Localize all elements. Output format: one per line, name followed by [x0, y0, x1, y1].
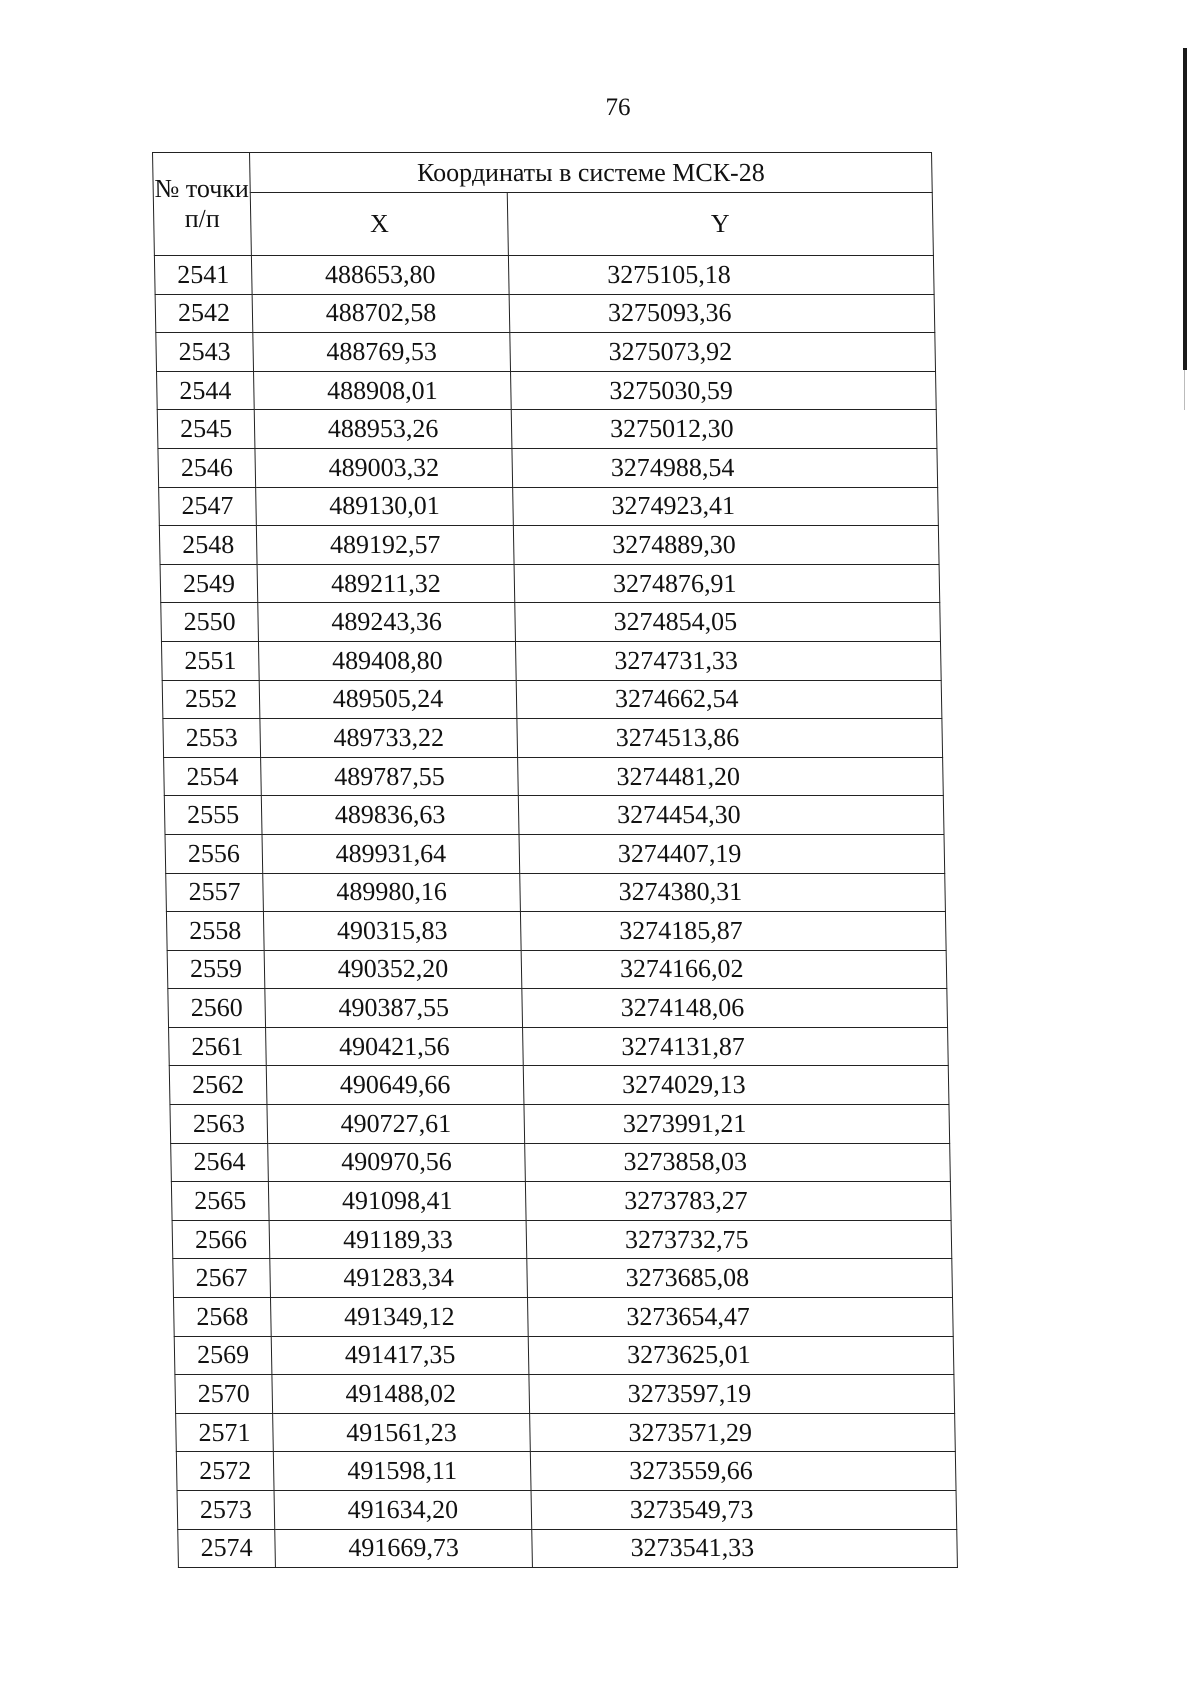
cell-x: 490421,56	[266, 1027, 524, 1066]
cell-x: 489243,36	[258, 603, 516, 642]
cell-y: 3275073,92	[510, 333, 936, 372]
cell-y: 3274148,06	[522, 989, 948, 1028]
cell-y: 3273625,01	[528, 1336, 954, 1375]
table-row	[157, 371, 937, 410]
cell-x: 488953,26	[254, 410, 512, 449]
cell-y: 3273991,21	[524, 1105, 950, 1144]
table-row	[166, 912, 946, 951]
cell-x: 488702,58	[252, 294, 510, 333]
cell-point-number: 2567	[173, 1259, 271, 1298]
cell-point-number: 2550	[161, 603, 259, 642]
table-header	[153, 153, 934, 256]
cell-y: 3275105,18	[508, 256, 934, 295]
cell-y: 3273559,66	[530, 1452, 956, 1491]
header-coordinates: Координаты в системе МСК-28	[250, 153, 933, 193]
cell-y: 3273732,75	[526, 1220, 952, 1259]
cell-point-number: 2544	[157, 371, 255, 410]
cell-x: 488653,80	[251, 256, 509, 295]
cell-point-number: 2568	[173, 1298, 271, 1337]
cell-y: 3274380,31	[520, 873, 946, 912]
cell-x: 489931,64	[262, 834, 520, 873]
cell-y: 3273654,47	[527, 1298, 953, 1337]
cell-x: 489408,80	[258, 641, 516, 680]
table-row	[171, 1182, 951, 1221]
cell-y: 3273783,27	[525, 1182, 951, 1221]
cell-y: 3273685,08	[527, 1259, 953, 1298]
header-y: Y	[507, 193, 933, 256]
table-row	[157, 410, 937, 449]
table-row	[168, 989, 948, 1028]
cell-point-number: 2542	[155, 294, 253, 333]
table-row	[162, 680, 942, 719]
table-row	[164, 796, 944, 835]
cell-y: 3275030,59	[511, 371, 937, 410]
cell-y: 3274454,30	[518, 796, 944, 835]
cell-x: 489211,32	[257, 564, 515, 603]
cell-point-number: 2563	[170, 1105, 268, 1144]
table-row	[165, 834, 945, 873]
cell-y: 3274854,05	[515, 603, 941, 642]
coordinates-table-wrap	[152, 152, 958, 1568]
cell-point-number: 2547	[159, 487, 257, 526]
table-row	[161, 603, 941, 642]
table-row	[170, 1105, 950, 1144]
cell-x: 491417,35	[271, 1336, 529, 1375]
cell-point-number: 2546	[158, 448, 256, 487]
table-row	[159, 526, 939, 565]
cell-point-number: 2556	[165, 834, 263, 873]
cell-x: 491098,41	[268, 1182, 526, 1221]
table-row	[169, 1027, 949, 1066]
cell-y: 3273858,03	[525, 1143, 951, 1182]
table-row	[169, 1066, 949, 1105]
cell-x: 489192,57	[256, 526, 514, 565]
table-row	[177, 1491, 957, 1530]
cell-x: 490315,83	[263, 912, 521, 951]
cell-y: 3273571,29	[530, 1413, 956, 1452]
table-row	[166, 873, 946, 912]
cell-x: 491561,23	[273, 1413, 531, 1452]
cell-y: 3274513,86	[517, 719, 943, 758]
cell-y: 3273541,33	[532, 1529, 958, 1568]
cell-point-number: 2561	[169, 1027, 267, 1066]
table-row	[174, 1336, 954, 1375]
cell-x: 490727,61	[267, 1105, 525, 1144]
cell-point-number: 2574	[178, 1529, 276, 1568]
cell-point-number: 2566	[172, 1220, 270, 1259]
cell-point-number: 2549	[160, 564, 258, 603]
table-row	[161, 641, 941, 680]
cell-point-number: 2570	[175, 1375, 273, 1414]
cell-point-number: 2545	[157, 410, 255, 449]
cell-point-number: 2552	[162, 680, 260, 719]
table-body	[154, 256, 957, 1568]
cell-x: 489836,63	[261, 796, 519, 835]
cell-x: 489733,22	[260, 719, 518, 758]
cell-x: 491669,73	[275, 1529, 533, 1568]
table-row	[175, 1375, 955, 1414]
cell-point-number: 2543	[156, 333, 254, 372]
cell-point-number: 2541	[154, 256, 252, 295]
table-row	[171, 1143, 951, 1182]
page-number: 76	[605, 94, 631, 121]
table-row	[156, 333, 936, 372]
cell-point-number: 2557	[166, 873, 264, 912]
cell-point-number: 2562	[169, 1066, 267, 1105]
cell-x: 490970,56	[268, 1143, 526, 1182]
cell-x: 489505,24	[259, 680, 517, 719]
cell-x: 491189,33	[269, 1220, 527, 1259]
cell-point-number: 2553	[163, 719, 261, 758]
cell-y: 3274876,91	[514, 564, 940, 603]
cell-point-number: 2572	[176, 1452, 274, 1491]
cell-x: 489130,01	[256, 487, 514, 526]
cell-y: 3274731,33	[515, 641, 941, 680]
table-row	[178, 1529, 958, 1568]
cell-x: 488769,53	[253, 333, 511, 372]
table-row	[172, 1220, 952, 1259]
cell-x: 489787,55	[261, 757, 519, 796]
cell-point-number: 2551	[161, 641, 259, 680]
table-row	[158, 448, 938, 487]
cell-x: 491283,34	[270, 1259, 528, 1298]
cell-point-number: 2573	[177, 1491, 275, 1530]
cell-y: 3274481,20	[518, 757, 944, 796]
cell-point-number: 2565	[171, 1182, 269, 1221]
scan-edge-line	[1183, 48, 1187, 370]
cell-x: 491488,02	[272, 1375, 530, 1414]
cell-y: 3275093,36	[509, 294, 935, 333]
table-row	[163, 719, 943, 758]
cell-y: 3274988,54	[512, 448, 938, 487]
cell-point-number: 2559	[167, 950, 265, 989]
table-row	[176, 1413, 956, 1452]
cell-point-number: 2548	[159, 526, 257, 565]
cell-x: 491634,20	[274, 1491, 532, 1530]
cell-x: 490387,55	[265, 989, 523, 1028]
cell-x: 491349,12	[270, 1298, 528, 1337]
cell-y: 3274662,54	[516, 680, 942, 719]
cell-y: 3274407,19	[519, 834, 945, 873]
cell-y: 3274131,87	[523, 1027, 949, 1066]
cell-x: 488908,01	[254, 371, 512, 410]
cell-point-number: 2571	[176, 1413, 274, 1452]
cell-y: 3274889,30	[513, 526, 939, 565]
cell-x: 490352,20	[264, 950, 522, 989]
cell-y: 3273597,19	[529, 1375, 955, 1414]
cell-x: 489980,16	[263, 873, 521, 912]
cell-point-number: 2569	[174, 1336, 272, 1375]
table-row	[173, 1259, 953, 1298]
table-row	[173, 1298, 953, 1337]
scan-edge-line-faint	[1184, 370, 1185, 410]
table-row	[160, 564, 940, 603]
table-row	[159, 487, 939, 526]
cell-point-number: 2554	[164, 757, 262, 796]
cell-y: 3275012,30	[511, 410, 937, 449]
table-row	[176, 1452, 956, 1491]
header-point-number: № точки п/п	[153, 153, 252, 256]
cell-y: 3273549,73	[531, 1491, 957, 1530]
cell-y: 3274185,87	[520, 912, 946, 951]
cell-point-number: 2560	[168, 989, 266, 1028]
cell-x: 490649,66	[266, 1066, 524, 1105]
cell-point-number: 2555	[164, 796, 262, 835]
cell-x: 491598,11	[273, 1452, 531, 1491]
table-row	[164, 757, 944, 796]
cell-y: 3274923,41	[513, 487, 939, 526]
coordinates-table	[152, 152, 958, 1568]
table-row	[154, 256, 934, 295]
table-row	[167, 950, 947, 989]
cell-point-number: 2564	[171, 1143, 269, 1182]
cell-y: 3274029,13	[523, 1066, 949, 1105]
header-x: X	[250, 193, 508, 256]
table-row	[155, 294, 935, 333]
cell-x: 489003,32	[255, 448, 513, 487]
cell-y: 3274166,02	[521, 950, 947, 989]
cell-point-number: 2558	[166, 912, 264, 951]
